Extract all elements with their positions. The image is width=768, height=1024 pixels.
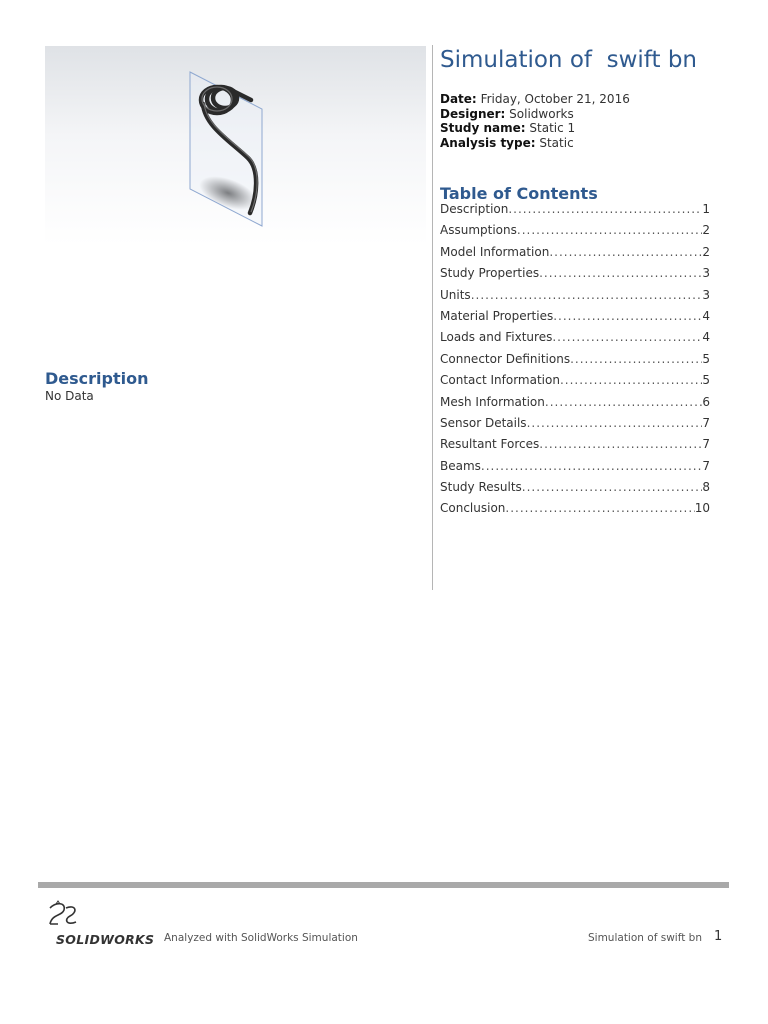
description-heading: Description [45,369,149,388]
toc-entry[interactable] [440,266,710,287]
toc-entry-page: 3 [702,266,710,281]
toc-entry[interactable] [440,480,710,501]
toc-entry-page: 1 [702,202,710,216]
toc-entry[interactable] [440,223,710,244]
toc-entry-label: Beams [440,458,481,473]
solidworks-logo [44,900,154,950]
toc-entry-label: Description [440,202,509,216]
toc-entry-page: 4 [702,330,710,345]
toc-entry-page: 7 [702,437,710,452]
toc-entry-label: Study Properties [440,266,540,281]
toc-entry-label: Material Properties [440,308,554,323]
toc-entry-label: Sensor Details [440,415,527,430]
toc-entry[interactable] [440,288,710,309]
toc-entry-page: 7 [702,458,710,473]
toc-entry[interactable] [440,352,710,373]
report-title: Simulation of swift bn [440,47,697,73]
toc-entry[interactable] [440,245,710,266]
toc-entry[interactable] [440,437,710,458]
toc-entry[interactable] [440,459,710,480]
description-body: No Data [45,389,94,403]
ds-logo-icon [46,900,80,930]
report-metadata [440,92,630,150]
toc-entry-page: 5 [702,351,710,366]
toc-entry-label: Assumptions [440,223,517,238]
column-divider [432,45,433,590]
date-label: Date: [440,92,477,106]
toc-entry-label: Units [440,287,471,302]
spring-model-image [45,46,426,245]
designer-value: Solidworks [509,106,574,121]
toc-entry-label: Connector Definitions [440,351,571,366]
analysis-type-row [440,136,630,151]
toc-entry-page: 2 [702,244,710,259]
toc-entry-label: Mesh Information [440,394,545,409]
toc-entry-page: 7 [702,415,710,430]
torsion-spring-icon [45,46,426,245]
toc-entry[interactable] [440,330,710,351]
toc-entry-label: Model Information [440,244,550,259]
toc-entry-label: Conclusion [440,501,506,516]
toc-entry[interactable] [440,501,710,522]
toc-entry-page: 8 [702,480,710,495]
analysis-type-value: Static [539,135,574,150]
toc-entry[interactable] [440,373,710,394]
toc-entry-page: 4 [702,308,710,323]
date-value: Friday, October 21, 2016 [480,92,630,106]
toc-entry-label: Contact Information [440,373,560,388]
table-of-contents [440,202,710,523]
toc-entry[interactable] [440,395,710,416]
toc-entry-page: 6 [702,394,710,409]
toc-entry-page: 3 [702,287,710,302]
toc-entry-page: 2 [702,223,710,238]
study-name-value: Static 1 [529,121,576,135]
study-name-label: Study name: [440,121,526,135]
toc-entry-label: Loads and Fixtures [440,330,553,345]
toc-entry-label: Resultant Forces [440,437,540,452]
toc-entry-label: Study Results [440,480,522,495]
footer-rule [38,882,729,888]
solidworks-logo-text: SOLIDWORKS [56,932,155,947]
designer-label: Designer: [440,106,506,121]
toc-entry-page: 10 [694,501,710,516]
footer-analyzed-text: Analyzed with SolidWorks Simulation [164,932,358,944]
toc-entry[interactable] [440,309,710,330]
designer-row [440,107,630,122]
toc-entry[interactable] [440,202,710,223]
toc-entry[interactable] [440,416,710,437]
footer-doc-title: Simulation of swift bn [588,932,702,944]
toc-heading: Table of Contents [440,184,598,203]
footer-page-number: 1 [714,929,723,944]
date-row [440,92,630,107]
study-name-row [440,121,630,136]
analysis-type-label: Analysis type: [440,135,536,150]
toc-entry-page: 5 [702,373,710,388]
